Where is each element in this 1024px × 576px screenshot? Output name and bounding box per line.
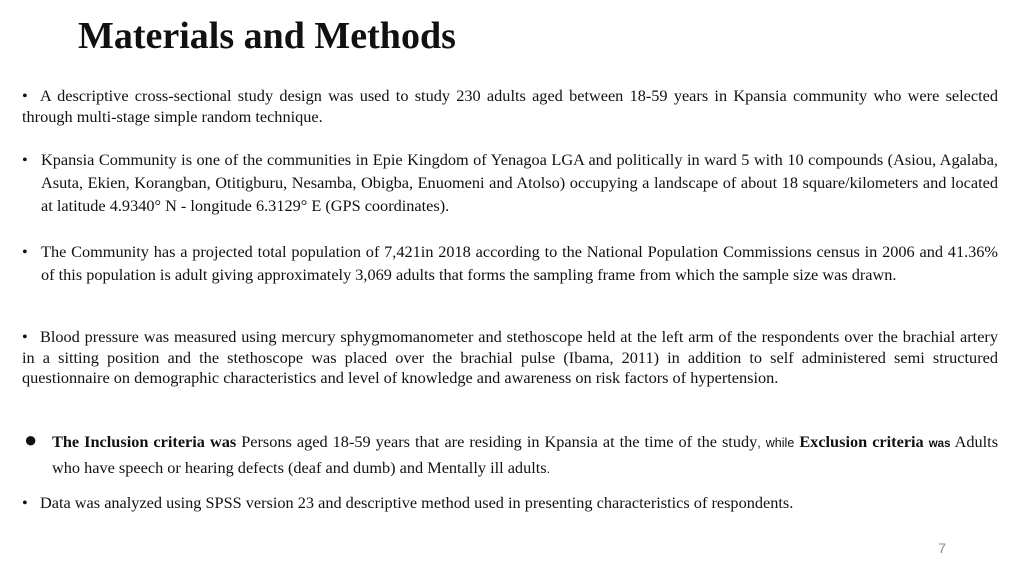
bullet-icon: ●	[24, 427, 38, 452]
bullet-community-description	[22, 148, 998, 217]
bullet-text: Data was analyzed using SPSS version 23 and descriptive method used in presenting characteristics of respondents.	[40, 493, 794, 512]
bullet-text: Blood pressure was measured using mercury sphygmomanometer and stethoscope held at the left arm of the respondents over the brachial artery in a sitting position and the stethoscope was placed over the brachial pulse (Ibama, 2011) in addition to self administered semi structured questionnaire on demographic characteristics and level of knowledge and awareness on risk factors of hypertension.	[22, 327, 998, 387]
exclusion-text: Adults who have speech or hearing defects (deaf and dumb) and Mentally ill adults	[52, 432, 999, 477]
slide-title: Materials and Methods	[78, 15, 456, 57]
bullet-icon: •	[22, 86, 28, 105]
bullet-icon: •	[22, 242, 28, 261]
bullet-text: Kpansia Community is one of the communities in Epie Kingdom of Yenagoa LGA and politically in ward 5 with 10 compounds (Asiou, Agalaba, Asuta, Ekien, Korangban, Otitigburu, Nesamba, Obigba, Enuomeni and Atolso) occupying a landscape of about 18 square/kilometers and located at latitude 4.9340° N - longitude 6.3129° E (GPS coordinates).	[41, 150, 998, 215]
exclusion-label: Exclusion criteria	[799, 432, 924, 451]
inclusion-text: Persons aged 18-59 years that are residing in Kpansia at the time of the study	[241, 432, 758, 451]
inclusion-label: The Inclusion criteria was	[52, 432, 237, 451]
comma: ,	[757, 436, 761, 450]
bullet-text: A descriptive cross-sectional study design was used to study 230 adults aged between 18-59 years in Kpansia community who were selected through multi-stage simple random technique.	[22, 86, 998, 126]
bullet-study-design	[22, 86, 998, 127]
bullet-icon: •	[22, 327, 28, 346]
while-word: while	[765, 436, 795, 450]
bullet-data-analysis	[22, 493, 998, 514]
bullet-blood-pressure	[22, 327, 998, 389]
bullet-icon: •	[22, 493, 28, 512]
period: .	[546, 462, 551, 476]
bullet-icon: •	[22, 150, 28, 169]
bullet-criteria	[22, 427, 999, 481]
page-number: 7	[938, 540, 946, 556]
bullet-text: The Community has a projected total population of 7,421in 2018 according to the National Population Commissions census in 2006 and 41.36% of this population is adult giving approximately 3,069 adults that forms the sampling frame from which the sample size was drawn.	[41, 242, 998, 284]
bullet-population	[22, 240, 998, 286]
was-word: was	[928, 438, 951, 450]
